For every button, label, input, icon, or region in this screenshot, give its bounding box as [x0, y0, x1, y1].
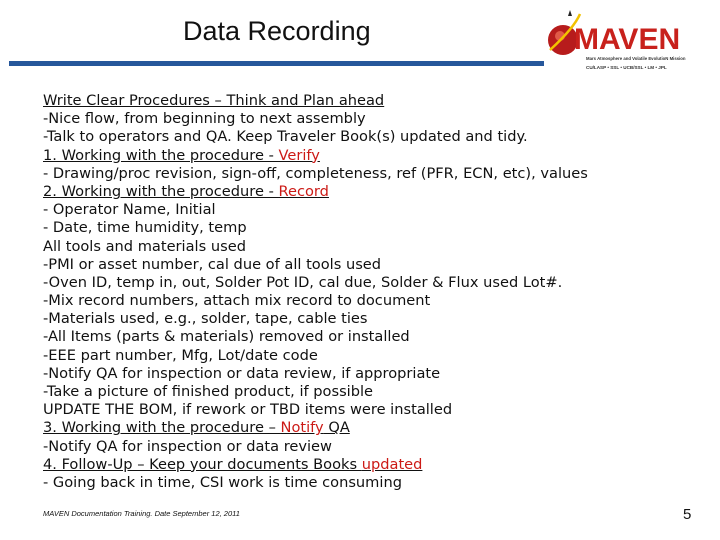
- maven-logo: [544, 8, 712, 82]
- line-text: [43, 328, 410, 345]
- section-heading: [43, 183, 703, 201]
- body-line: [43, 128, 703, 146]
- line-text: [43, 292, 430, 309]
- line-text: [43, 383, 373, 400]
- line-main: - Going back in time, CSI work is time consuming: [43, 473, 402, 491]
- page-number: 5: [683, 506, 692, 523]
- body-line: [43, 256, 703, 274]
- line-accent: updated: [361, 455, 423, 473]
- maven-logo-graphic: [544, 8, 712, 82]
- body-line: [43, 110, 703, 128]
- line-text: [43, 347, 318, 364]
- line-text: [43, 365, 440, 382]
- line-main: UPDATE THE BOM, if rework or TBD items were installed: [43, 401, 453, 419]
- body-line: [43, 201, 703, 219]
- line-main: -Mix record numbers, attach mix record to document: [43, 292, 431, 310]
- line-text: [43, 456, 422, 473]
- line-main: -EEE part number, Mfg, Lot/date code: [43, 346, 318, 364]
- line-main: -Notify QA for inspection or data review, if appropriate: [43, 364, 441, 382]
- line-main: -All Items (parts & materials) removed or installed: [43, 328, 410, 346]
- line-main: -PMI or asset number, cal due of all tools used: [43, 255, 382, 273]
- line-text: [43, 438, 332, 455]
- line-main: -Oven ID, temp in, out, Solder Pot ID, cal due, Solder & Flux used Lot#.: [43, 273, 563, 291]
- body-line: [43, 310, 703, 328]
- section-heading: [43, 147, 703, 165]
- line-main: -Notify QA for inspection or data review: [43, 437, 332, 455]
- body-line: [43, 383, 703, 401]
- line-text: [43, 256, 381, 273]
- footer-note: MAVEN Documentation Training. Date September 12, 2011: [43, 509, 240, 518]
- line-accent: Record: [278, 182, 329, 200]
- line-main: - Operator Name, Initial: [43, 201, 216, 219]
- line-main: 4. Follow-Up – Keep your documents Books: [43, 455, 362, 473]
- body-line: [43, 274, 703, 292]
- logo-partners: CU/LASP • SSL • UCB/SSL • LM • JPL: [586, 65, 667, 70]
- line-main: - Drawing/proc revision, sign-off, completeness, ref (PFR, ECN, etc), values: [43, 164, 588, 182]
- line-text: [43, 147, 320, 164]
- line-accent: Notify: [280, 419, 324, 437]
- line-main: -Materials used, e.g., solder, tape, cable ties: [43, 310, 368, 328]
- line-main: All tools and materials used: [43, 237, 246, 255]
- line-text: [43, 310, 368, 327]
- line-text: [43, 419, 350, 436]
- line-text: [43, 401, 452, 418]
- body-line: [43, 347, 703, 365]
- line-main: 3. Working with the procedure –: [43, 419, 281, 437]
- line-text: [43, 183, 329, 200]
- line-main: Write Clear Procedures – Think and Plan ahead: [43, 92, 385, 109]
- slide-title: Data Recording: [183, 16, 371, 46]
- line-main: - Date, time humidity, temp: [43, 219, 247, 237]
- line-main: 2. Working with the procedure -: [43, 182, 279, 200]
- body-line: [43, 474, 703, 492]
- body-line: [43, 365, 703, 383]
- line-main: -Nice flow, from beginning to next assembly: [43, 110, 366, 128]
- logo-tagline: Mars Atmosphere and Volatile EvolutioN Mission: [586, 56, 686, 61]
- body-line: [43, 238, 703, 256]
- line-text: [43, 219, 247, 236]
- line-text: [43, 92, 384, 109]
- line-text: [43, 474, 402, 491]
- line-text: [43, 238, 246, 255]
- body-line: [43, 219, 703, 237]
- section-heading: [43, 92, 703, 110]
- body-line: [43, 438, 703, 456]
- line-text: [43, 201, 216, 218]
- line-text: [43, 128, 528, 145]
- body-line: [43, 292, 703, 310]
- line-text: [43, 165, 588, 182]
- procedure-notes: [43, 92, 703, 492]
- line-text: [43, 274, 562, 291]
- line-main: 1. Working with the procedure -: [43, 146, 279, 164]
- body-line: [43, 401, 703, 419]
- line-text: [43, 110, 366, 127]
- logo-wordmark: MAVEN: [574, 23, 681, 56]
- line-main: -Talk to operators and QA. Keep Traveler Book(s) updated and tidy.: [43, 128, 528, 146]
- line-tail: QA: [323, 419, 350, 437]
- line-main: -Take a picture of finished product, if possible: [43, 383, 374, 400]
- section-heading: [43, 419, 703, 437]
- section-heading: [43, 456, 703, 474]
- line-accent: Verify: [278, 146, 320, 164]
- body-line: [43, 165, 703, 183]
- body-line: [43, 328, 703, 346]
- title-rule: [9, 61, 544, 66]
